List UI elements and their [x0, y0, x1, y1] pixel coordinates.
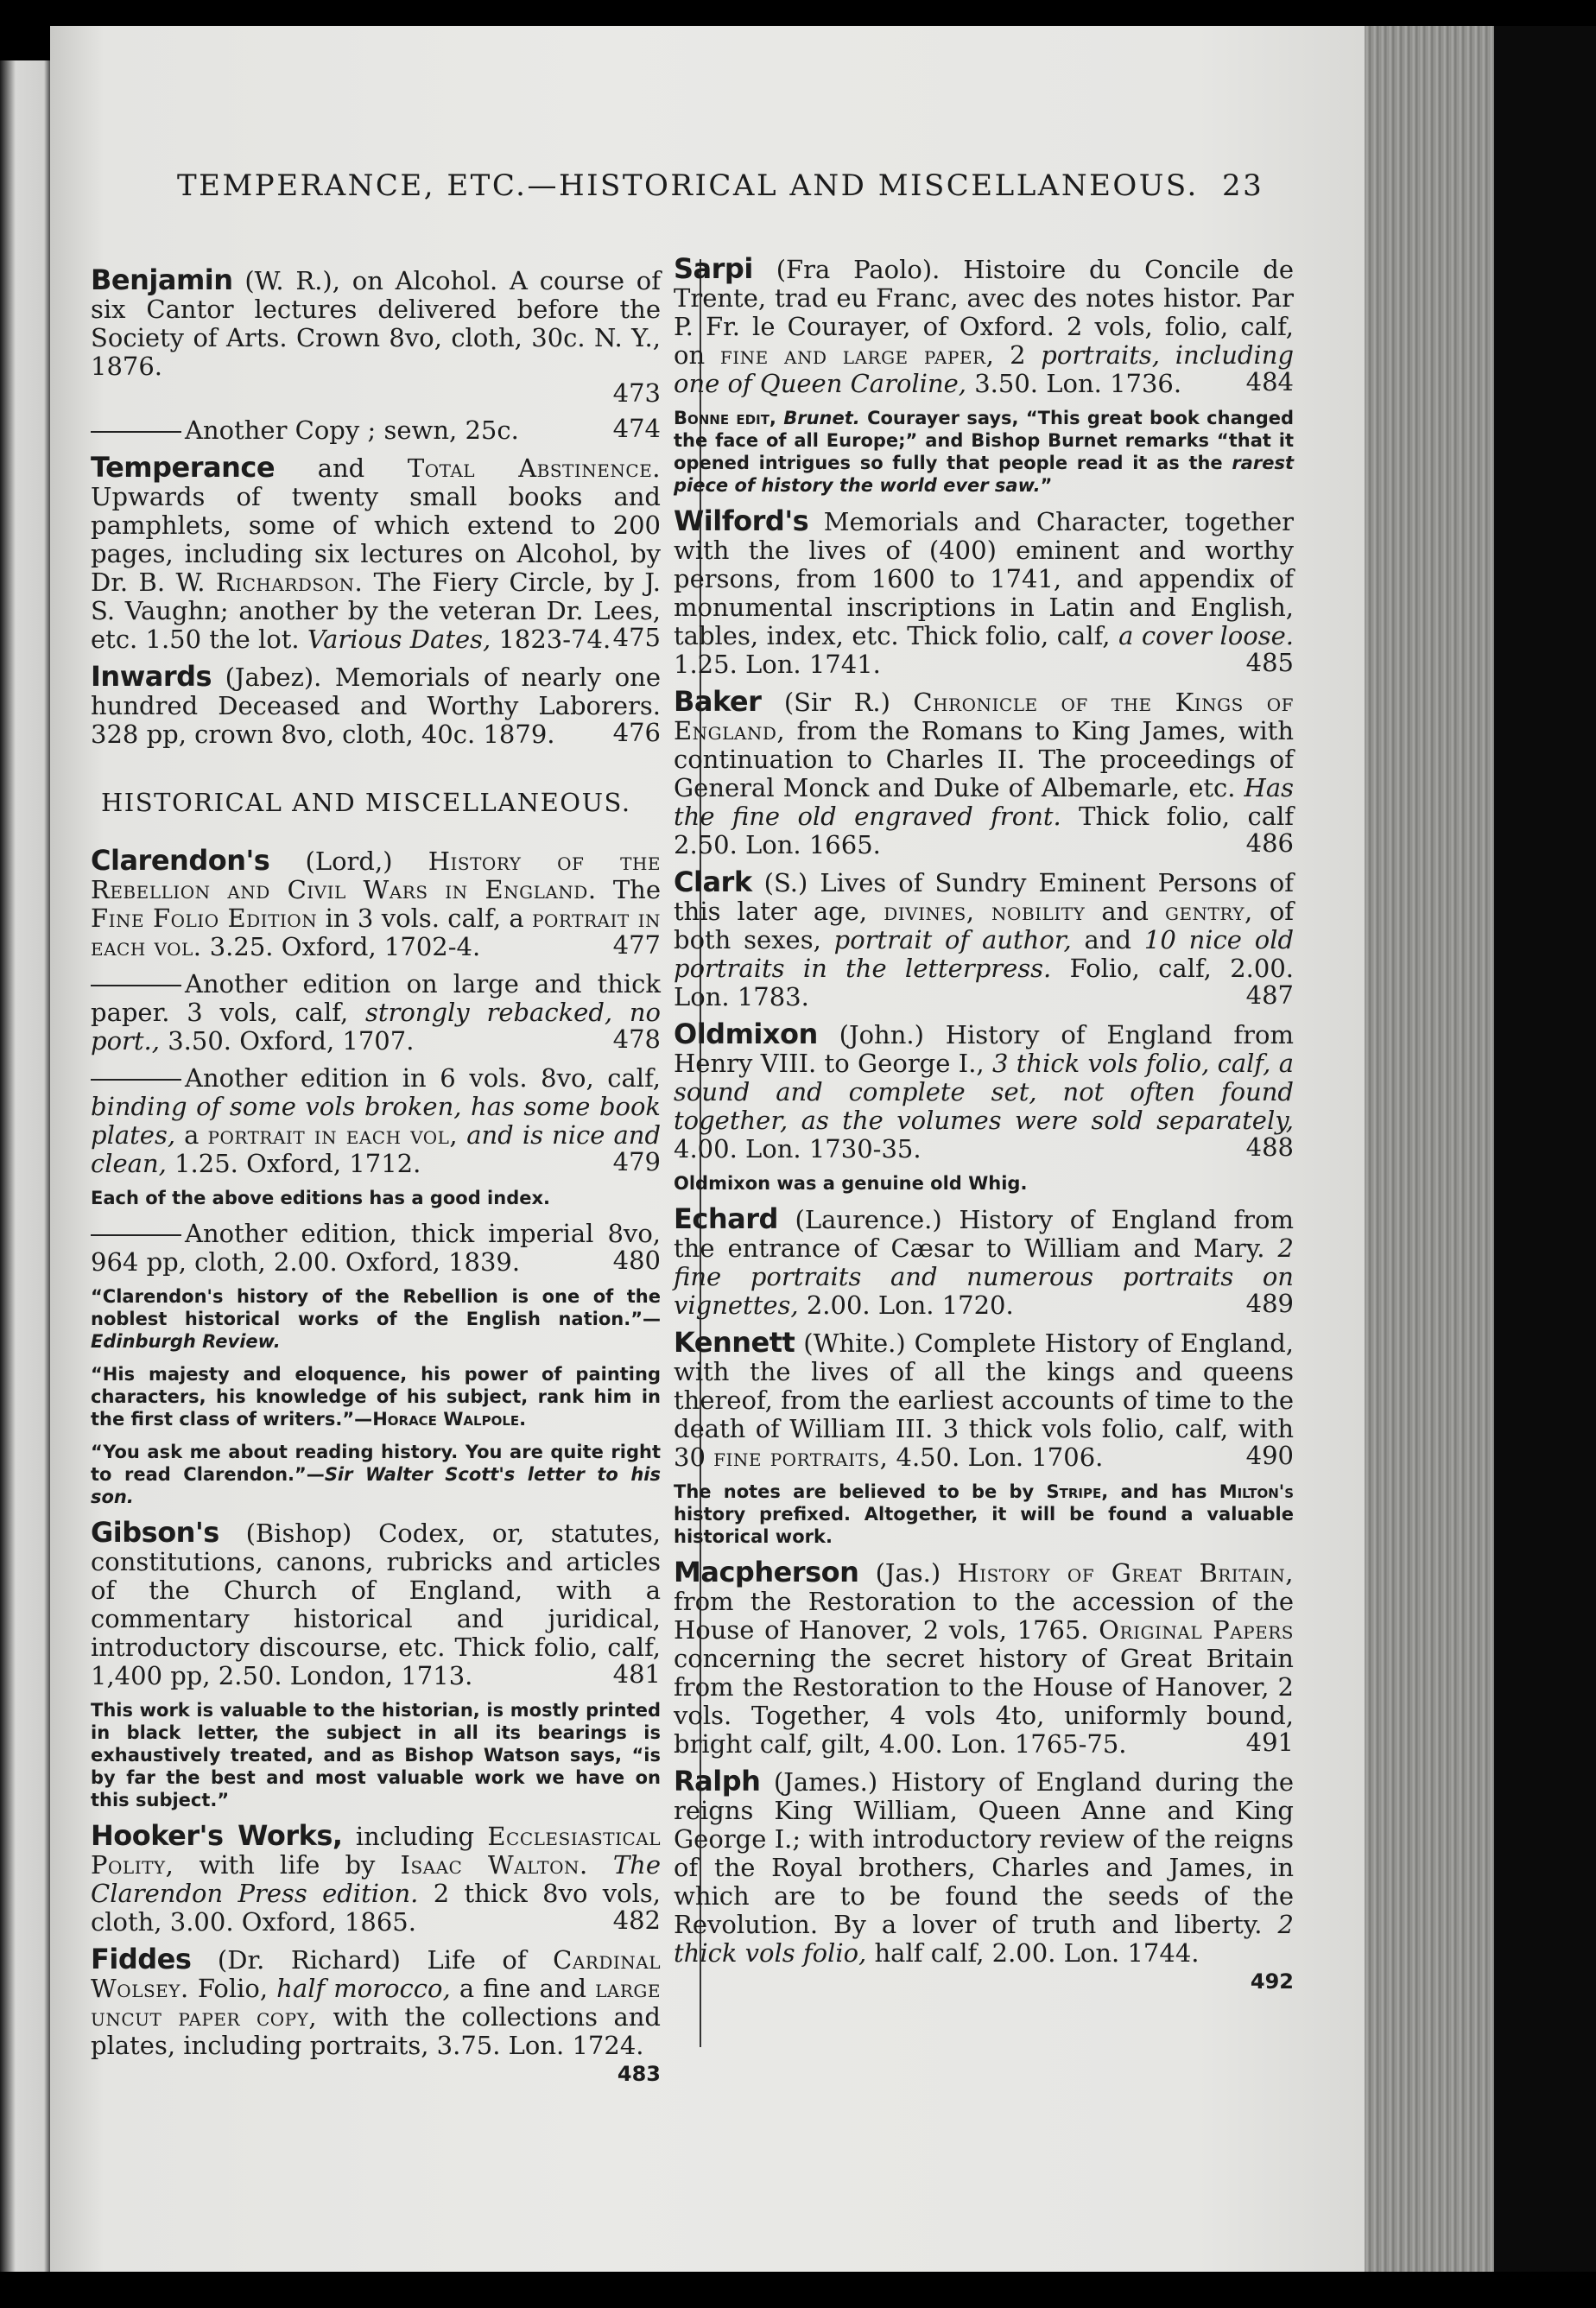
entry-number: 491: [1245, 1728, 1294, 1757]
entry-text: Another Copy ; sewn, 25c.: [185, 415, 519, 445]
entry-number: 483: [617, 2062, 661, 2086]
entry-number: 478: [612, 1024, 661, 1054]
catalog-entry-477: [91, 846, 661, 961]
entry-smallcaps: fine and large paper,: [719, 340, 995, 370]
ditto-rule: [91, 1079, 181, 1081]
press-quote: [91, 1285, 661, 1353]
entry-heading: Oldmixon: [674, 1018, 818, 1050]
entry-text: Folio, calf, 2.00. Lon. 1783.: [674, 954, 1294, 1011]
entry-italic: half morocco,: [276, 1974, 451, 2003]
catalog-entry-491: [674, 1558, 1294, 1759]
press-quote: [91, 1441, 661, 1508]
note-smallcaps: Milton's: [1219, 1481, 1295, 1502]
entry-smallcaps: Ecclesiastical Polity,: [91, 1822, 662, 1880]
catalog-entry-473: [91, 263, 662, 408]
entry-smallcaps: large uncut paper copy,: [91, 1974, 661, 2032]
entry-text: and: [317, 453, 365, 483]
note-smallcaps: Stripe,: [1046, 1481, 1109, 1502]
entry-text: (White.) Complete History of England, with the lives of all the kings and queens thereof, from the earliest accounts of time to the death of William III. 3 thick vols folio, calf, with 30: [674, 1328, 1294, 1472]
entry-number: 492: [1250, 1969, 1294, 1994]
section-heading: HISTORICAL AND MISCELLANEOUS.: [101, 788, 631, 817]
entry-number: 481: [612, 1659, 661, 1689]
quote-source: Horace Walpole.: [372, 1409, 527, 1430]
entry-heading: Ralph: [674, 1765, 761, 1798]
entry-number: 486: [1245, 828, 1294, 858]
entry-text: and: [1084, 925, 1132, 954]
entry-heading: Clarendon's: [91, 844, 270, 877]
catalog-entry-490: [674, 1328, 1294, 1472]
entry-text: (Fra Paolo). Histoire du Concile de Trente, trad eu Franc, avec des notes histor. Par P. Fr. le Courayer, of Oxford. 2 vols, folio, calf, on: [674, 255, 1295, 370]
entry-italic: 2 fine portraits and numerous portraits on vignettes,: [674, 1233, 1294, 1320]
press-quote: [91, 1363, 661, 1430]
entry-text: 3.50. Oxford, 1707.: [168, 1026, 415, 1056]
entry-text: concerning the secret history of Great Britain from the Restoration to the House of Hanover, 2 vols. Together, 4 vols 4to, uniformly bound, bright calf, gilt, 4.00. Lon. 1765-75.: [674, 1644, 1294, 1759]
entry-italic: and is nice and clean,: [91, 1120, 662, 1178]
note-italic: rarest piece of history the world ever saw.: [674, 453, 1294, 496]
entry-heading: Macpherson: [674, 1556, 859, 1588]
entry-number: 485: [1245, 648, 1294, 677]
entry-text: with life by: [199, 1850, 376, 1880]
ditto-rule: [91, 431, 181, 433]
catalog-entry-483: [91, 1945, 661, 2089]
entry-heading: Echard: [674, 1202, 778, 1235]
entry-number: 476: [612, 718, 661, 747]
catalog-entry-480: [91, 1220, 661, 1277]
scan-background: [1494, 26, 1596, 2272]
entry-heading: Kennett: [674, 1326, 795, 1359]
entry-smallcaps: Total Abstinence.: [407, 453, 662, 483]
catalog-entry-481: [91, 1516, 662, 1690]
entry-text: (Jas.): [875, 1558, 941, 1588]
entry-heading: Wilford's: [674, 504, 809, 537]
right-column: [674, 252, 1295, 2005]
entry-text: (Lord,): [305, 846, 393, 876]
entry-text: in 3 vols. calf, a: [325, 904, 524, 933]
entry-italic: Has the fine old engraved front.: [674, 773, 1295, 831]
entry-number: 487: [1245, 980, 1294, 1010]
entry-smallcaps: divines, nobility: [884, 897, 1086, 926]
entry-note: [674, 407, 1294, 497]
entry-italic: portraits, including one of Queen Caroline,: [674, 340, 1295, 398]
entry-text: (S.) Lives of Sundry Eminent Persons of this later age,: [674, 868, 1294, 926]
entry-text: The: [612, 875, 661, 904]
entry-smallcaps: History of Great Britain,: [957, 1558, 1295, 1588]
entry-italic: a cover loose.: [1118, 621, 1295, 650]
adjacent-page-edge: [0, 60, 52, 2272]
entry-number: 490: [1245, 1441, 1294, 1470]
catalog-entry-484: [674, 252, 1295, 398]
note-italic: Brunet.: [783, 408, 860, 428]
quote-text: “You ask me about reading history. You are quite right to read Clarendon.”—: [91, 1442, 661, 1485]
entry-text: 1.25. Lon. 1741.: [674, 650, 881, 679]
page-number: 23: [1222, 168, 1264, 203]
entry-heading: Baker: [674, 685, 762, 718]
entry-text: a fine and: [459, 1974, 587, 2003]
entry-italic: Various Dates,: [307, 625, 491, 654]
entry-heading: Gibson's: [91, 1516, 219, 1549]
entry-text: Another edition in 6 vols. 8vo, calf,: [185, 1063, 661, 1093]
entry-italic: portrait of author,: [833, 925, 1072, 954]
entry-smallcaps: Fine Folio Edition: [91, 904, 318, 933]
entry-smallcaps: Richardson.: [215, 567, 364, 597]
entry-smallcaps: portrait in each vol.: [91, 904, 661, 961]
entry-text: (Dr. Richard) Life of: [217, 1945, 527, 1975]
note-text: The notes are believed to be by: [674, 1481, 1035, 1502]
entry-heading: Inwards: [91, 660, 212, 693]
entry-text: (Jabez). Memorials of nearly one hundred Deceased and Worthy Laborers. 328 pp, crown 8vo, cloth, 40c. 1879.: [91, 663, 662, 749]
entry-text: 1823-74.: [498, 625, 611, 654]
entry-number: 477: [612, 930, 661, 960]
entry-smallcaps: Isaac Walton.: [400, 1850, 588, 1880]
entry-text: (James.) History of England during the reigns King William, Queen Anne and King George I.; with introductory review of the reigns of the Royal brothers, Charles and James, in which are to be found the seeds of the Revolution. By a lover of truth and liberty.: [674, 1767, 1294, 1939]
entry-smallcaps: gentry,: [1164, 897, 1253, 926]
entry-heading: Temperance: [91, 451, 276, 484]
entry-italic: 2 thick vols folio,: [674, 1910, 1294, 1968]
entry-text: including: [355, 1822, 475, 1851]
entry-text: 2.00. Lon. 1720.: [806, 1290, 1014, 1320]
entry-smallcaps: fine portraits,: [713, 1442, 889, 1472]
entry-heading: Sarpi: [674, 252, 753, 285]
entry-smallcaps: Chronicle of the Kings of England,: [674, 688, 1295, 745]
entry-italic: 3 thick vols folio, calf, a sound and complete set, not often found together, as the volumes were sold separately,: [674, 1049, 1294, 1135]
catalog-entry-479: [91, 1064, 661, 1178]
catalog-entry-476: [91, 660, 662, 749]
entry-text: (Sir R.): [783, 688, 890, 717]
note-text: history prefixed. Altogether, it will be found a valuable historical work.: [674, 1504, 1294, 1547]
note-text: Bonne edit,: [674, 408, 776, 428]
entry-text: (John.) History of England from Henry VIII. to George I.,: [674, 1020, 1294, 1078]
quote-source: Sir Walter Scott's letter to his son.: [91, 1464, 661, 1507]
entry-text: from the Romans to King James, with continuation to Charles II. The proceedings of General Monck and Duke of Albemarle, etc.: [674, 716, 1295, 802]
entry-heading: Benjamin: [91, 263, 233, 296]
entry-number: 488: [1245, 1132, 1294, 1162]
entry-heading: Hooker's Works,: [91, 1819, 343, 1852]
entry-text: Another edition, thick imperial 8vo, 964 pp, cloth, 2.00. Oxford, 1839.: [91, 1219, 661, 1277]
entry-text: 3.50. Lon. 1736.: [974, 369, 1182, 398]
quote-source: Edinburgh Review.: [91, 1331, 281, 1352]
catalog-entry-487: [674, 868, 1294, 1011]
entry-number: 480: [612, 1246, 661, 1275]
catalog-entry-474: [91, 416, 661, 445]
entry-smallcaps: History of the Rebellion and Civil Wars in England.: [91, 846, 661, 904]
entry-text: 2: [1010, 340, 1026, 370]
entry-text: Thick folio, calf 2.50. Lon. 1665.: [674, 802, 1295, 859]
entry-number: 474: [612, 414, 661, 443]
quote-text: “His majesty and eloquence, his power of painting characters, his knowledge of his subject, rank him in the first class of writers.”—: [91, 1364, 661, 1430]
entry-text: a: [184, 1120, 200, 1150]
entry-smallcaps: Cardinal Wolsey.: [91, 1945, 662, 2003]
catalog-entry-475: [91, 453, 661, 654]
catalog-entry-488: [674, 1020, 1294, 1164]
entry-smallcaps: Original Papers: [1099, 1615, 1294, 1645]
entry-text: and: [1101, 897, 1149, 926]
catalog-entry-486: [674, 685, 1295, 859]
entry-note: [674, 1481, 1294, 1548]
entry-text: 2 thick 8vo vols, cloth, 3.00. Oxford, 1865.: [91, 1879, 661, 1937]
entry-note: This work is valuable to the historian, is mostly printed in black letter, the subject in all its bearings is exhaustively treated, and as Bishop Watson says, “is by far the best and most valuable work we have on this subject.”: [91, 1700, 661, 1810]
entry-text: Memorials and Character, together with the lives of (400) eminent and worthy persons, from 1600 to 1741, and appendix of monumental inscriptions in Latin and English, tables, index, etc. Thick folio, calf,: [674, 507, 1294, 650]
entry-text: (Laurence.) History of England from the entrance of Cæsar to William and Mary.: [674, 1205, 1295, 1263]
entry-number: 473: [612, 378, 661, 408]
entry-text: 3.25. Oxford, 1702-4.: [209, 932, 481, 961]
catalog-entry-485: [674, 504, 1295, 679]
entry-text: 4.50. Lon. 1706.: [896, 1442, 1104, 1472]
entry-text: of both sexes,: [674, 897, 1295, 954]
entry-text: from the Restoration to the accession of the House of Hanover, 2 vols, 1765.: [674, 1587, 1294, 1645]
entry-text: (W. R.), on Alcohol. A course of six Cantor lectures delivered before the Society of Arts. Crown 8vo, cloth, 30c. N. Y., 1876.: [91, 266, 662, 381]
note-text: and has: [1120, 1481, 1207, 1502]
entry-note: Oldmixon was a genuine old Whig.: [674, 1173, 1028, 1194]
catalog-entry-478: [91, 970, 661, 1056]
entry-smallcaps: portrait in each vol,: [207, 1120, 459, 1150]
entry-text: 1.25. Oxford, 1712.: [174, 1149, 421, 1178]
running-title: TEMPERANCE, ETC.—HISTORICAL AND MISCELLANEOUS.: [177, 168, 1199, 203]
entry-number: 482: [612, 1905, 661, 1935]
entry-text: Folio,: [197, 1974, 269, 2003]
entry-italic: 10 nice old portraits in the letterpress.: [674, 925, 1295, 983]
entry-text: The Fiery Circle, by J. S. Vaughn; another by the veteran Dr. Lees, etc. 1.50 the lot.: [91, 567, 662, 654]
catalog-entry-482: [91, 1819, 662, 1937]
entry-italic: strongly rebacked, no port.,: [91, 998, 661, 1056]
entry-number: 479: [612, 1147, 661, 1176]
ditto-rule: [91, 1234, 181, 1236]
entry-number: 475: [612, 623, 661, 652]
catalog-entry-489: [674, 1202, 1295, 1320]
entry-heading: Clark: [674, 866, 752, 898]
entry-italic: binding of some vols broken, has some book plates,: [91, 1092, 661, 1150]
entry-text: 4.00. Lon. 1730-35.: [674, 1134, 922, 1164]
entry-text: Another edition on large and thick paper. 3 vols, calf,: [91, 969, 661, 1027]
entry-text: Upwards of twenty small books and pamphlets, some of which extend to 200 pages, including six lectures on Alcohol, by Dr. B. W.: [91, 482, 661, 597]
entry-text: with the collections and plates, including portraits, 3.75. Lon. 1724.: [91, 2002, 661, 2060]
left-column: [91, 263, 662, 2097]
entry-text: half calf, 2.00. Lon. 1744.: [874, 1938, 1200, 1968]
note-text: ”: [1040, 475, 1053, 496]
note-text: Courayer says, “This great book changed the face of all Europe;” and Bishop Burnet remarks “that it opened intrigues so fully that people read it as the: [674, 408, 1295, 473]
page-stack-edge: [1365, 26, 1494, 2272]
quote-text: “Clarendon's history of the Rebellion is one of the noblest historical works of the English nation.”—: [91, 1286, 661, 1329]
entry-heading: Fiddes: [91, 1943, 192, 1975]
catalog-entry-492: [674, 1767, 1294, 1996]
entry-note: Each of the above editions has a good index.: [91, 1188, 551, 1208]
ditto-rule: [91, 985, 181, 986]
entry-number: 489: [1245, 1289, 1294, 1318]
entry-italic: The Clarendon Press edition.: [91, 1850, 662, 1908]
entry-text: (Bishop) Codex, or, statutes, constitutions, canons, rubricks and articles of the Church of England, with a commentary historical and juridical, introductory discourse, etc. Thick folio, calf, 1,400 pp, 2.50. London, 1713.: [91, 1519, 662, 1690]
entry-number: 484: [1245, 367, 1294, 396]
